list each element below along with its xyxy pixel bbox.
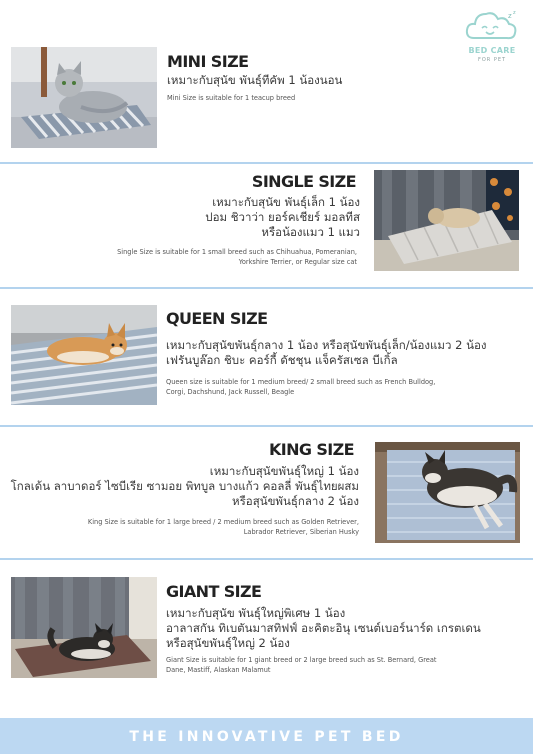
- footer-tagline: THE INNOVATIVE PET BED: [129, 729, 404, 745]
- section-divider: [0, 558, 533, 560]
- section-thai-queen-line-2: เฟรันบูล๊อก ชิบะ คอร์กี้ ดัชชุน แจ็ครัสเซล บีเกิ้ล: [166, 353, 398, 367]
- husky-on-brown-bed-photo: [11, 577, 157, 678]
- section-divider: [0, 287, 533, 289]
- section-en-single-line-1: Single Size is suitable for 1 small breed such as Chihuahua, Pomeranian,: [117, 248, 357, 256]
- french-bulldog-on-silver-bed-photo: [374, 170, 519, 271]
- brand-name: BED CARE: [468, 46, 516, 55]
- section-en-single-line-2: Yorkshire Terrier, or Regular size cat: [238, 258, 357, 266]
- section-thai-single-line-3: หรือน้องแมว 1 แมว: [261, 225, 360, 239]
- svg-text:z: z: [508, 12, 512, 20]
- section-title-king: KING SIZE: [268, 440, 354, 459]
- section-en-mini-line-1: Mini Size is suitable for 1 teacup breed: [167, 94, 296, 102]
- gray-cat-on-striped-bed-photo: [11, 47, 157, 148]
- section-thai-single-line-2: ปอม ชิวาว่า ยอร์คเชียร์ มอลทีส: [205, 210, 360, 224]
- section-en-giant-line-2: Dane, Mastiff, Alaskan Malamut: [166, 666, 271, 674]
- section-en-giant-line-1: Giant Size is suitable for 1 giant breed or 2 large breed such as St. Bernard, Great: [166, 656, 437, 664]
- section-thai-king-line-2: โกลเด้น ลาบาดอร์ ไซบีเรีย ซามอย พิทบูล บางแก้ว คอลลี่ พันธุ์ไทยผสม: [10, 479, 359, 493]
- husky-on-blue-bed-photo: [375, 442, 520, 543]
- footer-banner: [0, 718, 533, 754]
- section-en-king-line-2: Labrador Retriever, Siberian Husky: [243, 528, 359, 536]
- section-thai-single-line-1: เหมาะกับสุนัข พันธุ์เล็ก 1 น้อง: [212, 195, 360, 209]
- section-en-queen-line-2: Corgi, Dachshund, Jack Russell, Beagle: [166, 388, 295, 396]
- corgi-on-striped-bed-photo: [11, 305, 157, 405]
- section-title-queen: QUEEN SIZE: [166, 309, 268, 328]
- section-en-queen-line-1: Queen size is suitable for 1 medium breed/ 2 small breed such as French Bulldog,: [166, 378, 436, 386]
- cloud-smile-icon: [464, 8, 520, 46]
- section-divider: [0, 425, 533, 427]
- section-thai-giant-line-2: อาลาสกัน ทิเบตันมาสทิฟฟ์ อะคิตะอินุ เซนต์เบอร์นาร์ด เกรตเดน: [166, 621, 481, 635]
- section-en-king-line-1: King Size is suitable for 1 large breed / 2 medium breed such as Golden Retriever,: [87, 518, 359, 526]
- section-thai-giant-line-3: หรือสุนัขพันธุ์ใหญ่ 2 น้อง: [166, 636, 290, 650]
- brand-tagline: FOR PET: [477, 57, 507, 63]
- svg-text:z: z: [513, 10, 516, 16]
- section-title-single: SINGLE SIZE: [251, 172, 356, 191]
- brand-logo: [458, 8, 526, 66]
- section-thai-mini-line-1: เหมาะกับสุนัข พันธุ์ทีคัพ 1 น้องนอน: [167, 73, 343, 87]
- section-thai-giant-line-1: เหมาะกับสุนัข พันธุ์ใหญ่พิเศษ 1 น้อง: [166, 606, 346, 620]
- section-thai-queen-line-1: เหมาะกับสุนัขพันธุ์กลาง 1 น้อง หรือสุนัขพันธุ์เล็ก/น้องแมว 2 น้อง: [166, 338, 487, 352]
- section-title-mini: MINI SIZE: [167, 52, 249, 71]
- section-thai-king-line-1: เหมาะกับสุนัขพันธุ์ใหญ่ 1 น้อง: [209, 464, 359, 478]
- section-divider: [0, 162, 533, 164]
- section-title-giant: GIANT SIZE: [166, 582, 262, 601]
- section-thai-king-line-3: หรือสุนัขพันธุ์กลาง 2 น้อง: [232, 494, 359, 508]
